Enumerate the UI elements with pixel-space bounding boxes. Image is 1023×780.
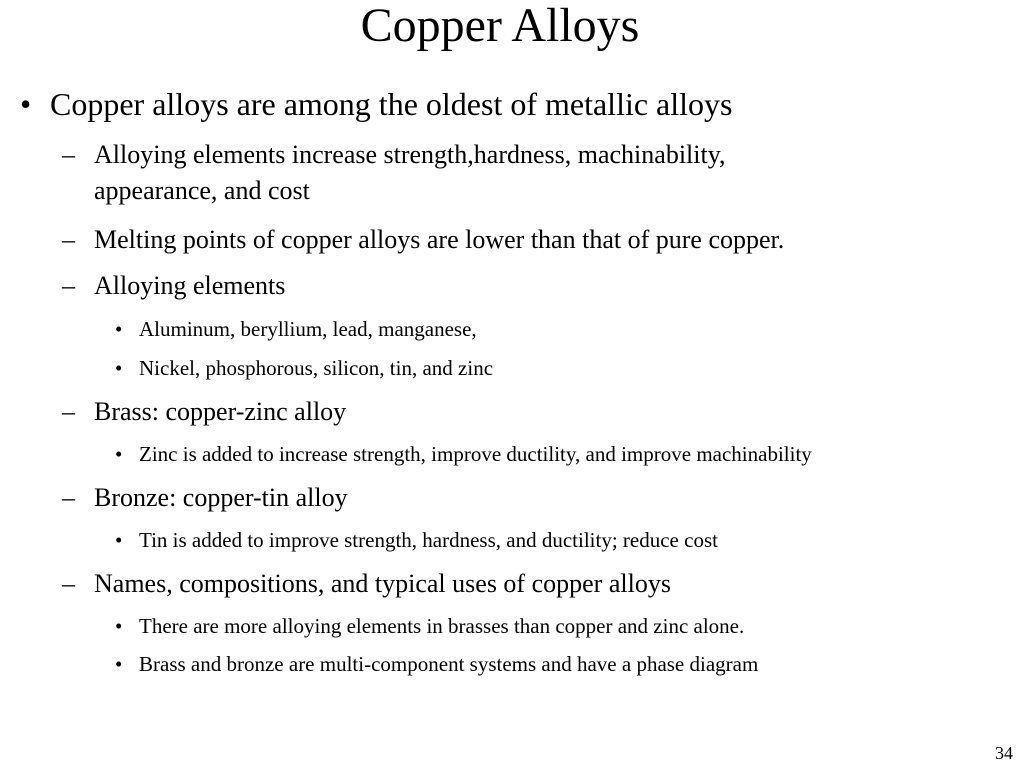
dash-marker: – (62, 397, 75, 426)
sub-bullet-alloying-increase-cont: appearance, and cost (94, 176, 310, 205)
sub-bullet-bronze: Bronze: copper-tin alloy (94, 483, 348, 512)
bullet-marker: • (115, 356, 123, 380)
slide-title: Copper Alloys (360, 0, 640, 52)
dash-marker: – (62, 140, 75, 169)
dash-marker: – (62, 483, 75, 512)
sub-sub-bullet-zinc-added: Zinc is added to increase strength, improve ductility, and improve machinability (139, 442, 812, 466)
sub-sub-bullet-aluminum: Aluminum, beryllium, lead, manganese, (139, 317, 477, 341)
bullet-marker: • (115, 442, 123, 466)
bullet-marker: • (115, 528, 123, 552)
sub-bullet-brass: Brass: copper-zinc alloy (94, 397, 347, 426)
sub-sub-bullet-more-elements: There are more alloying elements in brasses than copper and zinc alone. (139, 614, 745, 638)
sub-bullet-alloying-increase: Alloying elements increase strength,hardness, machinability, (94, 140, 726, 169)
bullet-marker: • (115, 317, 123, 341)
sub-bullet-names-compositions: Names, compositions, and typical uses of copper alloys (94, 569, 671, 598)
dash-marker: – (62, 271, 75, 300)
sub-bullet-alloying-elements: Alloying elements (94, 271, 286, 300)
dash-marker: – (62, 225, 75, 254)
bullet-marker: • (115, 652, 123, 676)
sub-sub-bullet-nickel: Nickel, phosphorous, silicon, tin, and zinc (139, 356, 494, 380)
sub-sub-bullet-phase-diagram: Brass and bronze are multi-component systems and have a phase diagram (139, 652, 759, 676)
sub-sub-bullet-tin-added: Tin is added to improve strength, hardness, and ductility; reduce cost (139, 528, 718, 552)
bullet-copper-alloys-oldest: Copper alloys are among the oldest of metallic alloys (50, 86, 733, 122)
page-number: 34 (995, 743, 1013, 763)
dash-marker: – (62, 569, 75, 598)
sub-bullet-melting-points: Melting points of copper alloys are lower than that of pure copper. (94, 225, 785, 254)
bullet-marker: • (20, 86, 32, 122)
bullet-marker: • (115, 614, 123, 638)
